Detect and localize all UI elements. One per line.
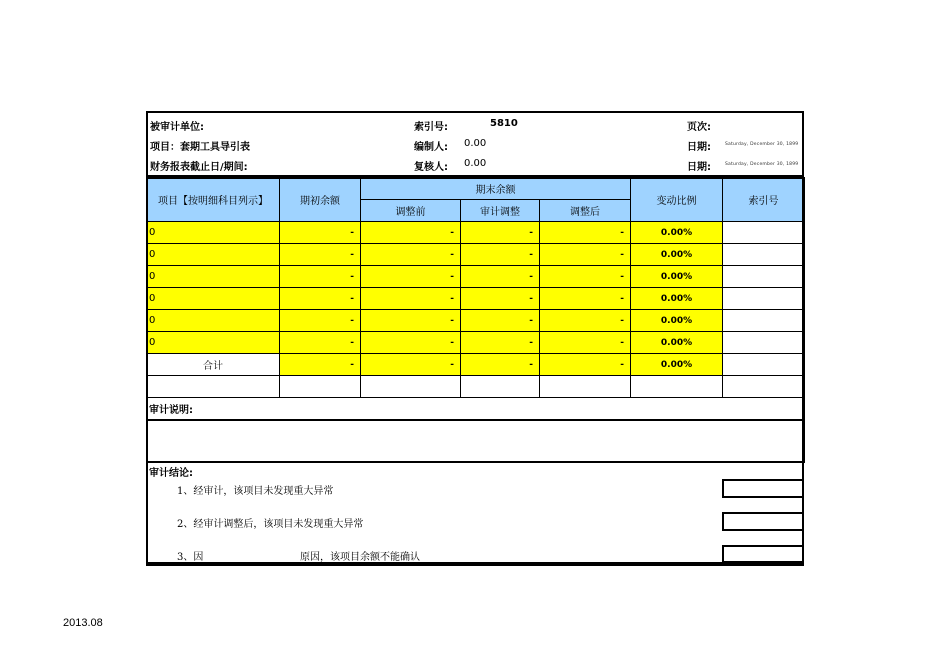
- header-block: [146, 111, 804, 177]
- adjust-cell[interactable]: -: [461, 332, 540, 354]
- version-footer: 2013.08: [63, 617, 103, 629]
- col-header-index: 索引号: [723, 178, 805, 222]
- after-cell[interactable]: -: [540, 310, 631, 332]
- item-label: 项目：套期工具导引表: [150, 142, 250, 153]
- conclusion-1-checkbox[interactable]: [722, 479, 804, 498]
- opening-cell[interactable]: -: [280, 288, 361, 310]
- col-header-before: 调整前: [361, 200, 461, 222]
- before-cell[interactable]: -: [361, 222, 461, 244]
- change-cell[interactable]: 0.00%: [631, 266, 723, 288]
- total-adjust[interactable]: -: [461, 354, 540, 376]
- conclusion-3-prefix: 3、因: [177, 552, 204, 563]
- index-cell[interactable]: [723, 288, 805, 310]
- conclusion-block: [146, 462, 804, 564]
- row-name[interactable]: 0: [147, 310, 280, 332]
- col-header-change: 变动比例: [631, 178, 723, 222]
- table-row: [147, 244, 805, 266]
- after-cell[interactable]: -: [540, 222, 631, 244]
- before-cell[interactable]: -: [361, 332, 461, 354]
- table-row: [147, 288, 805, 310]
- change-cell[interactable]: 0.00%: [631, 222, 723, 244]
- col-header-adjust: 审计调整: [461, 200, 540, 222]
- blank-cell[interactable]: [631, 376, 723, 398]
- change-cell[interactable]: 0.00%: [631, 288, 723, 310]
- table-row: [147, 222, 805, 244]
- row-name[interactable]: 0: [147, 222, 280, 244]
- prepared-by-label: 编制人:: [414, 142, 448, 153]
- index-cell[interactable]: [723, 244, 805, 266]
- date-value-1[interactable]: Saturday, December 30, 1899: [725, 142, 799, 147]
- reviewed-by-value[interactable]: 0.00: [464, 158, 487, 169]
- row-name[interactable]: 0: [147, 244, 280, 266]
- after-cell[interactable]: -: [540, 332, 631, 354]
- blank-cell[interactable]: [361, 376, 461, 398]
- blank-cell[interactable]: [461, 376, 540, 398]
- before-cell[interactable]: -: [361, 244, 461, 266]
- total-change[interactable]: 0.00%: [631, 354, 723, 376]
- table-row: [147, 310, 805, 332]
- change-cell[interactable]: 0.00%: [631, 332, 723, 354]
- after-cell[interactable]: -: [540, 288, 631, 310]
- audit-note-body-row: [147, 420, 805, 462]
- index-cell[interactable]: [723, 266, 805, 288]
- conclusion-2-checkbox[interactable]: [722, 512, 804, 531]
- reviewed-by-label: 复核人:: [414, 162, 448, 173]
- before-cell[interactable]: -: [361, 288, 461, 310]
- conclusion-1: 1、经审计，该项目未发现重大异常: [177, 486, 334, 497]
- index-cell[interactable]: [723, 310, 805, 332]
- prepared-by-value[interactable]: 0.00: [464, 138, 487, 149]
- adjust-cell[interactable]: -: [461, 222, 540, 244]
- row-name[interactable]: 0: [147, 288, 280, 310]
- adjust-cell[interactable]: -: [461, 288, 540, 310]
- total-after[interactable]: -: [540, 354, 631, 376]
- conclusion-2: 2、经审计调整后，该项目未发现重大异常: [177, 519, 364, 530]
- before-cell[interactable]: -: [361, 310, 461, 332]
- total-label: 合计: [147, 354, 280, 376]
- opening-cell[interactable]: -: [280, 310, 361, 332]
- total-row: [147, 354, 805, 376]
- adjust-cell[interactable]: -: [461, 244, 540, 266]
- audit-note-label: 审计说明:: [147, 398, 805, 421]
- opening-cell[interactable]: -: [280, 222, 361, 244]
- balance-table: [146, 177, 805, 463]
- col-header-after: 调整后: [540, 200, 631, 222]
- audit-note-row: [147, 398, 805, 421]
- index-value[interactable]: 5810: [490, 118, 518, 129]
- row-name[interactable]: 0: [147, 332, 280, 354]
- audit-note-body[interactable]: [147, 420, 805, 462]
- period-label: 财务报表截止日/期间:: [150, 162, 248, 173]
- after-cell[interactable]: -: [540, 244, 631, 266]
- opening-cell[interactable]: -: [280, 244, 361, 266]
- date-value-2[interactable]: Saturday, December 30, 1899: [725, 162, 799, 167]
- change-cell[interactable]: 0.00%: [631, 310, 723, 332]
- col-header-opening: 期初余额: [280, 178, 361, 222]
- blank-cell[interactable]: [147, 376, 280, 398]
- conclusion-label: 审计结论:: [149, 468, 193, 479]
- after-cell[interactable]: -: [540, 266, 631, 288]
- conclusion-3-checkbox[interactable]: [722, 545, 804, 563]
- total-opening[interactable]: -: [280, 354, 361, 376]
- index-cell[interactable]: [723, 222, 805, 244]
- adjust-cell[interactable]: -: [461, 266, 540, 288]
- opening-cell[interactable]: -: [280, 332, 361, 354]
- index-cell[interactable]: [723, 332, 805, 354]
- index-label: 索引号:: [414, 122, 448, 133]
- opening-cell[interactable]: -: [280, 266, 361, 288]
- audited-unit-label: 被审计单位:: [150, 122, 204, 133]
- before-cell[interactable]: -: [361, 266, 461, 288]
- table-row: [147, 266, 805, 288]
- total-index[interactable]: [723, 354, 805, 376]
- col-header-closing-group: 期末余额: [361, 178, 631, 200]
- blank-cell[interactable]: [723, 376, 805, 398]
- page-label: 页次:: [687, 122, 711, 133]
- col-header-item: 项目【按明细科目列示】: [147, 178, 280, 222]
- conclusion-3-suffix: 原因，该项目余额不能确认: [300, 552, 420, 563]
- adjust-cell[interactable]: -: [461, 310, 540, 332]
- total-before[interactable]: -: [361, 354, 461, 376]
- blank-row: [147, 376, 805, 398]
- table-row: [147, 332, 805, 354]
- blank-cell[interactable]: [280, 376, 361, 398]
- blank-cell[interactable]: [540, 376, 631, 398]
- date-label-1: 日期:: [687, 142, 711, 153]
- date-label-2: 日期:: [687, 162, 711, 173]
- change-cell[interactable]: 0.00%: [631, 244, 723, 266]
- row-name[interactable]: 0: [147, 266, 280, 288]
